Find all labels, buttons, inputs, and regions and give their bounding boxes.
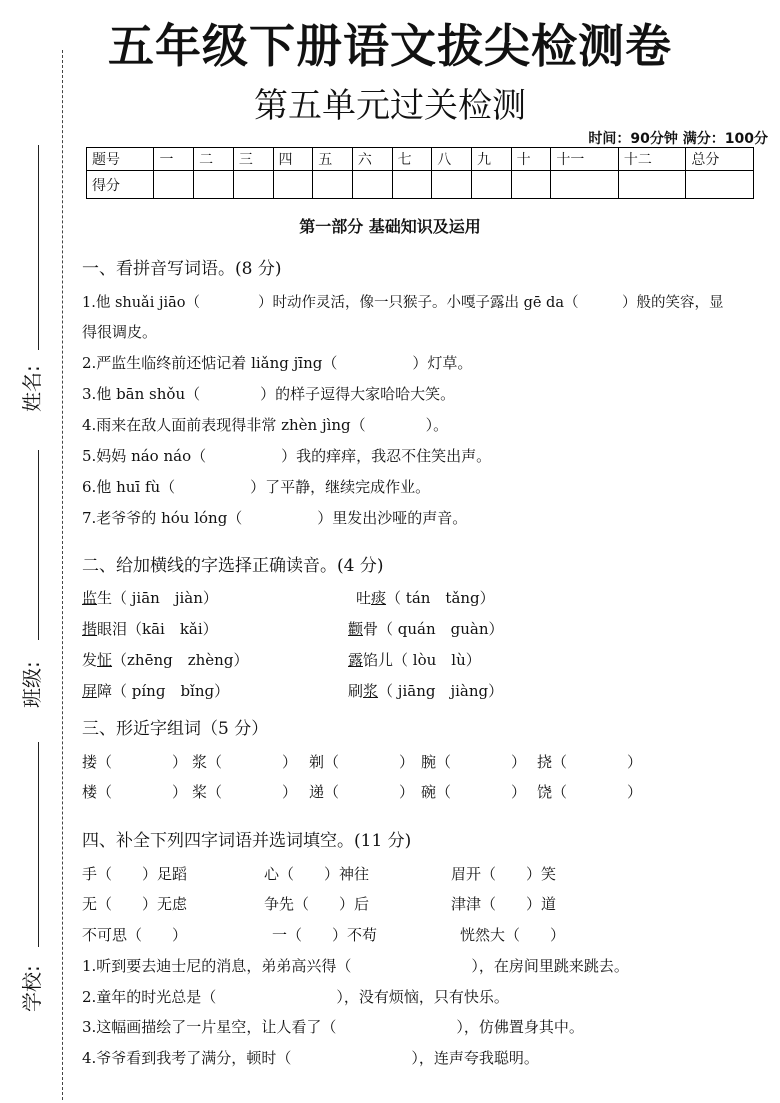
score-cell: 四 xyxy=(273,148,313,171)
score-blank[interactable] xyxy=(686,171,754,199)
score-blank[interactable] xyxy=(352,171,392,199)
pronunciation-item: 揩眼泪（kāi kǎi） xyxy=(82,620,218,638)
score-blank[interactable] xyxy=(313,171,353,199)
word-item: 腕（ ） xyxy=(421,753,527,771)
question-line: 1.他 shuǎi jiāo（ ）时动作灵活，像一只猴子。小嘎子露出 gē da（ ）般的笑容，显 xyxy=(82,295,724,311)
score-cell: 七 xyxy=(392,148,432,171)
score-blank[interactable] xyxy=(273,171,313,199)
section-2-title: 二、给加横线的字选择正确读音。(4 分) xyxy=(82,556,384,576)
pronunciation-item: 吐痰（ tán tǎng） xyxy=(356,589,495,607)
score-blank[interactable] xyxy=(618,171,685,199)
word-item: 递（ ） xyxy=(309,783,415,801)
question-line: 4.爷爷看到我考了满分，顿时（ ），连声夸我聪明。 xyxy=(82,1049,539,1067)
binding-dashed-line xyxy=(62,50,63,1100)
question-line: 5.妈妈 náo náo（ ）我的痒痒，我忍不住笑出声。 xyxy=(82,447,492,465)
page-subtitle: 第五单元过关检测 xyxy=(254,86,526,126)
question-line: 2.童年的时光总是（ ），没有烦恼，只有快乐。 xyxy=(82,988,509,1006)
section-4-title: 四、补全下列四字词语并选词填空。(11 分) xyxy=(82,831,412,851)
idiom-item: 恍然大（ ） xyxy=(460,926,566,944)
score-cell: 三 xyxy=(233,148,273,171)
question-line: 2.严监生临终前还惦记着 liǎng jīng（ ）灯草。 xyxy=(82,354,473,372)
idiom-item: 无（ ）无虑 xyxy=(82,895,188,913)
score-cell: 五 xyxy=(313,148,353,171)
pronunciation-item: 监生（ jiān jiàn） xyxy=(82,589,218,607)
score-cell: 九 xyxy=(471,148,511,171)
section-3-title: 三、形近字组词（5 分） xyxy=(82,719,269,739)
score-blank[interactable] xyxy=(551,171,618,199)
score-blank[interactable] xyxy=(194,171,234,199)
class-label: 班级: xyxy=(20,661,44,708)
score-cell: 题号 xyxy=(87,148,154,171)
score-header-row xyxy=(87,148,754,171)
pronunciation-item: 颧骨（ quán guàn） xyxy=(348,620,504,638)
score-cell: 六 xyxy=(352,148,392,171)
word-item: 桨（ ） xyxy=(192,783,298,801)
question-line: 4.雨来在敌人面前表现得非常 zhèn jìng（ ）。 xyxy=(82,416,449,434)
score-table xyxy=(86,147,754,199)
score-cell: 二 xyxy=(194,148,234,171)
name-write-line xyxy=(38,145,39,350)
question-line: 7.老爷爷的 hóu lóng（ ）里发出沙哑的声音。 xyxy=(82,509,468,527)
score-blank[interactable] xyxy=(511,171,551,199)
idiom-item: 眉开（ ）笑 xyxy=(451,865,557,883)
word-item: 剃（ ） xyxy=(309,753,415,771)
score-blank[interactable] xyxy=(392,171,432,199)
idiom-item: 心（ ）神往 xyxy=(264,865,370,883)
part-title: 第一部分 基础知识及运用 xyxy=(299,217,481,236)
idiom-item: 手（ ）足蹈 xyxy=(82,865,188,883)
question-line: 6.他 huī fù（ ）了平静，继续完成作业。 xyxy=(82,478,431,496)
section-1-title: 一、看拼音写词语。(8 分) xyxy=(82,259,282,279)
word-item: 挠（ ） xyxy=(537,753,643,771)
score-blank[interactable] xyxy=(233,171,273,199)
idiom-item: 争先（ ）后 xyxy=(264,895,370,913)
pronunciation-item: 露馅儿（ lòu lù） xyxy=(348,651,481,669)
score-blank[interactable] xyxy=(154,171,194,199)
question-line: 得很调皮。 xyxy=(82,323,158,341)
question-line: 1.听到要去迪士尼的消息，弟弟高兴得（ ），在房间里跳来跳去。 xyxy=(82,957,629,975)
score-blank[interactable] xyxy=(432,171,472,199)
score-cell: 十二 xyxy=(618,148,685,171)
pronunciation-item: 发怔（zhēng zhèng） xyxy=(82,651,249,669)
exam-meta: 时间：90分钟 满分：100分 xyxy=(588,131,768,147)
score-cell: 十一 xyxy=(551,148,618,171)
name-label: 姓名: xyxy=(20,365,44,412)
score-cell: 八 xyxy=(432,148,472,171)
page-title: 五年级下册语文拔尖检测卷 xyxy=(108,19,672,73)
word-item: 搂（ ） xyxy=(82,753,188,771)
score-cell: 总分 xyxy=(686,148,754,171)
word-item: 楼（ ） xyxy=(82,783,188,801)
score-row-label: 得分 xyxy=(87,171,154,199)
pronunciation-item: 刷浆（ jiāng jiàng） xyxy=(348,682,504,700)
pronunciation-item: 屏障（ pínɡ bǐnɡ） xyxy=(82,682,230,700)
question-line: 3.他 bān shǒu（ ）的样子逗得大家哈哈大笑。 xyxy=(82,385,456,403)
word-item: 碗（ ） xyxy=(421,783,527,801)
idiom-item: 津津（ ）道 xyxy=(451,895,557,913)
score-value-row xyxy=(87,171,754,199)
score-cell: 一 xyxy=(154,148,194,171)
question-line: 3.这幅画描绘了一片星空，让人看了（ ），仿佛置身其中。 xyxy=(82,1018,584,1036)
word-item: 饶（ ） xyxy=(537,783,643,801)
idiom-item: 不可思（ ） xyxy=(82,926,188,944)
word-item: 浆（ ） xyxy=(192,753,298,771)
score-blank[interactable] xyxy=(471,171,511,199)
idiom-item: 一（ ）不苟 xyxy=(272,926,378,944)
school-write-line xyxy=(38,742,39,947)
score-cell: 十 xyxy=(511,148,551,171)
class-write-line xyxy=(38,450,39,640)
school-label: 学校: xyxy=(20,965,44,1012)
